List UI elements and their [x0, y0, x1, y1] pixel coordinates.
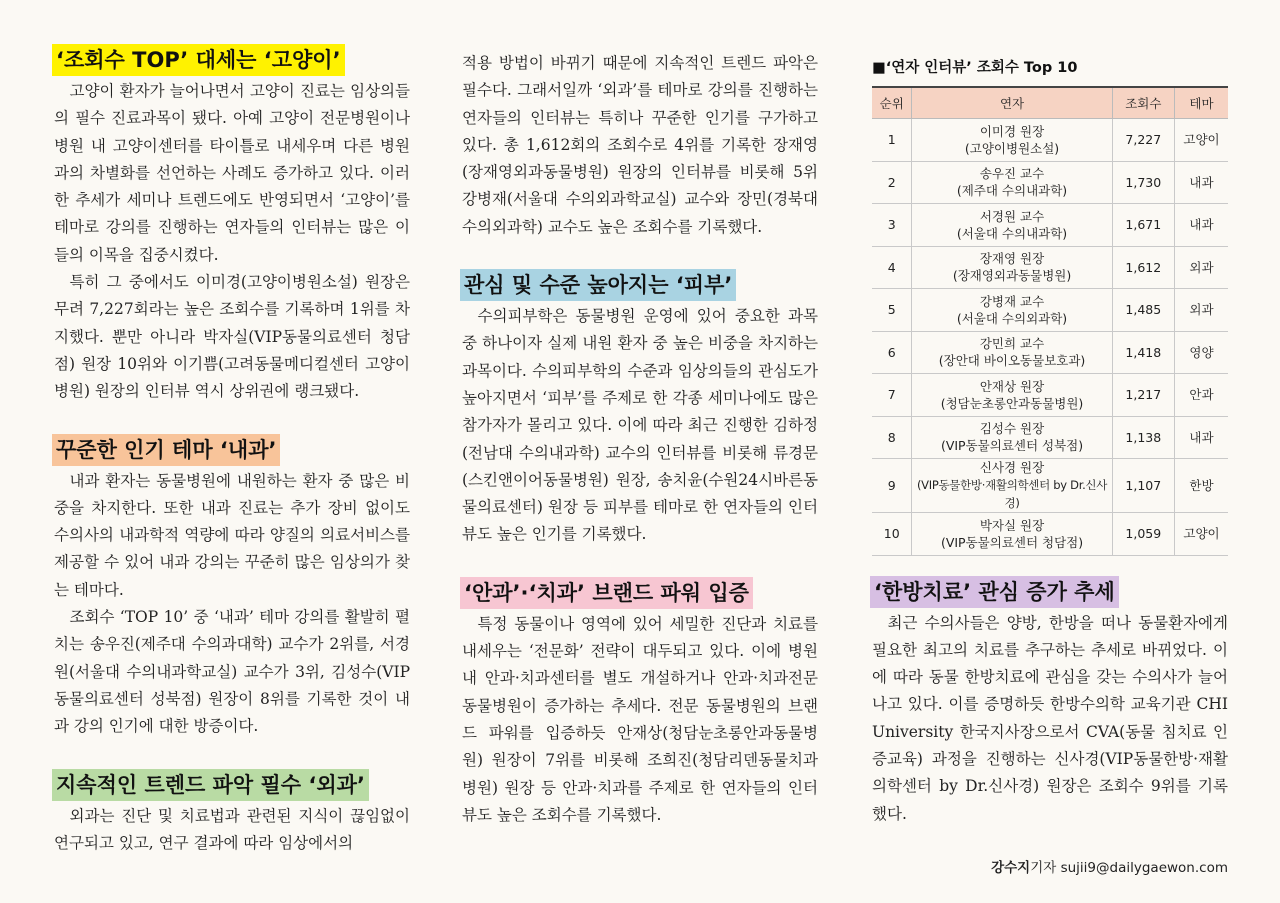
- speaker-cell: [912, 119, 1112, 162]
- theme-cell: 내과: [1175, 204, 1228, 247]
- paragraph: 적용 방법이 바뀌기 때문에 지속적인 트렌드 파악은 필수다. 그래서일까 ‘외과’를 테마로 강의를 진행하는 연자들의 인터뷰는 특히나 꾸준한 인기를 구가하고 있다. 총 1,612회의 조회수로 4위를 기록한 장재영(장재영외과동물병원) 원장의 인터뷰를 비롯해 5위 강병재(서울대 수의외과학교실) 교수와 장민(경북대 수의외과학) 교수도 높은 조회수를 기록했다.: [462, 54, 818, 236]
- speaker-cell: [912, 331, 1112, 374]
- paragraph: 내과 환자는 동물병원에 내원하는 환자 중 많은 비중을 차지한다. 또한 내과 진료는 추가 장비 없이도 수의사의 내과학적 역량에 따라 양질의 의료서비스를 제공할 수 있어 내과 강의는 꾸준히 많은 임상의가 찾는 테마다.: [54, 471, 410, 599]
- speaker-name: 안재상 원장: [979, 378, 1045, 394]
- speaker-org: (제주대 수의내과학): [956, 183, 1068, 199]
- speaker-name: 신사경 원장: [979, 460, 1045, 475]
- table-row: [872, 416, 1228, 459]
- speaker-cell: [912, 289, 1112, 332]
- reporter-email[interactable]: sujii9@dailygaewon.com: [1060, 860, 1228, 876]
- rank-cell: 10: [872, 513, 912, 556]
- section-heading-dermatology: 관심 및 수준 높아지는 ‘피부’: [460, 269, 736, 301]
- table-row: [872, 331, 1228, 374]
- paragraph: 고양이 환자가 늘어나면서 고양이 진료는 임상의들의 필수 진료과목이 됐다. 아예 고양이 전문병원이나 병원 내 고양이센터를 타이틀로 내세우며 다른 병원과의 차별화를 선언하는 사례도 증가하고 있다. 이러한 추세가 세미나 트렌드에도 반영되면서 ‘고양이’를 테마로 강의를 진행하는 연자들의 인터뷰는 많은 이들의 이목을 집중시켰다.: [54, 82, 410, 264]
- table-header-row: [872, 87, 1228, 119]
- table-row: [872, 204, 1228, 247]
- rank-cell: 8: [872, 416, 912, 459]
- table-row: [872, 459, 1228, 513]
- theme-cell: 영양: [1175, 331, 1228, 374]
- section-heading-oriental-medicine: ‘한방치료’ 관심 증가 추세: [870, 576, 1119, 608]
- speaker-org: (청담눈초롱안과동물병원): [940, 395, 1084, 411]
- table-row: [872, 161, 1228, 204]
- table-row: [872, 246, 1228, 289]
- byline: [991, 856, 1228, 876]
- section-heading-internal-medicine: 꾸준한 인기 테마 ‘내과’: [52, 434, 280, 466]
- speaker-org: (서울대 수의외과학): [956, 310, 1068, 326]
- speaker-org: (장재영외과동물병원): [952, 268, 1072, 284]
- speaker-cell: [912, 246, 1112, 289]
- column-header-theme: 테마: [1175, 87, 1228, 119]
- section-heading-cat: ‘조회수 TOP’ 대세는 ‘고양이’: [52, 44, 345, 76]
- column-header-speaker: 연자: [912, 87, 1112, 119]
- article-column-2: [462, 50, 818, 829]
- paragraph: 외과는 진단 및 치료법과 관련된 지식이 끊임없이 연구되고 있고, 연구 결과에 따라 임상에서의: [54, 806, 410, 852]
- theme-cell: 내과: [1175, 161, 1228, 204]
- speaker-name: 김성수 원장: [979, 421, 1045, 437]
- speaker-org: (서울대 수의내과학): [956, 225, 1068, 241]
- speaker-cell: [912, 513, 1112, 556]
- rank-cell: 3: [872, 204, 912, 247]
- rank-cell: 6: [872, 331, 912, 374]
- theme-cell: 외과: [1175, 289, 1228, 332]
- speaker-name: 박자실 원장: [979, 517, 1045, 533]
- reporter-role: 기자: [1030, 860, 1057, 876]
- rank-cell: 1: [872, 119, 912, 162]
- table-row: [872, 374, 1228, 417]
- speaker-org: (VIP동물한방·재활의학센터 by Dr.신사경): [917, 478, 1108, 510]
- theme-cell: 고양이: [1175, 513, 1228, 556]
- speaker-org: (VIP동물의료센터 청담점): [940, 534, 1084, 550]
- speaker-org: (VIP동물의료센터 성북점): [940, 438, 1084, 454]
- article-column-1: [54, 44, 410, 857]
- table-row: [872, 119, 1228, 162]
- speaker-cell: [912, 459, 1112, 513]
- speaker-org: (장안대 바이오동물보호과): [938, 353, 1086, 369]
- paragraph: 최근 수의사들은 양방, 한방을 떠나 동물환자에게 필요한 최고의 치료를 추구하는 추세로 바뀌었다. 이에 따라 동물 한방치료에 관심을 갖는 수의사가 늘어나고 있다. 이를 증명하듯 한방수의학 교육기관 CHI University 한국지사장으로서 CVA(동물 침치료 인증교육) 과정을 진행하는 신사경(VIP동물한방·재활의학센터 by Dr.신사경) 원장은 조회수 9위를 기록했다.: [872, 613, 1228, 823]
- theme-cell: 내과: [1175, 416, 1228, 459]
- speaker-cell: [912, 374, 1112, 417]
- views-cell: 7,227: [1112, 119, 1174, 162]
- speaker-name: 서경원 교수: [979, 208, 1045, 224]
- speaker-cell: [912, 161, 1112, 204]
- paragraph: 특히 그 중에서도 이미경(고양이병원소설) 원장은 무려 7,227회라는 높은 조회수를 기록하며 1위를 차지했다. 뿐만 아니라 박자실(VIP동물의료센터 청담점) 원장 10위와 이기쁨(고려동물메디컬센터 고양이병원) 원장의 인터뷰 역시 상위권에 랭크됐다.: [54, 273, 410, 401]
- rank-cell: 2: [872, 161, 912, 204]
- speaker-name: 송우진 교수: [979, 166, 1045, 182]
- rank-cell: 4: [872, 246, 912, 289]
- speaker-name: 장재영 원장: [979, 251, 1045, 267]
- paragraph: 특정 동물이나 영역에 있어 세밀한 진단과 치료를 내세우는 ‘전문화’ 전략이 대두되고 있다. 이에 병원 내 안과·치과센터를 별도 개설하거나 안과·치과전문동물병원이 증가하는 추세다. 전문 동물병원의 브랜드 파워를 입증하듯 안재상(청담눈초롱안과동물병원) 원장이 7위를 비롯해 조희진(청담리덴동물치과병원) 원장 등 안과·치과를 주제로 한 연자들의 인터뷰도 높은 조회수를 기록했다.: [462, 614, 818, 824]
- speaker-cell: [912, 204, 1112, 247]
- views-cell: 1,671: [1112, 204, 1174, 247]
- views-cell: 1,059: [1112, 513, 1174, 556]
- section-heading-ophthalmology-dentistry: ‘안과’·‘치과’ 브랜드 파워 입증: [460, 577, 753, 609]
- views-cell: 1,107: [1112, 459, 1174, 513]
- column-header-views: 조회수: [1112, 87, 1174, 119]
- column-header-rank: 순위: [872, 87, 912, 119]
- table-row: [872, 289, 1228, 332]
- views-cell: 1,485: [1112, 289, 1174, 332]
- views-cell: 1,418: [1112, 331, 1174, 374]
- speaker-name: 강민희 교수: [979, 336, 1045, 352]
- table-row: [872, 513, 1228, 556]
- table-title: ■‘연자 인터뷰’ 조회수 Top 10: [872, 60, 1078, 76]
- views-cell: 1,730: [1112, 161, 1174, 204]
- theme-cell: 외과: [1175, 246, 1228, 289]
- theme-cell: 안과: [1175, 374, 1228, 417]
- rank-cell: 5: [872, 289, 912, 332]
- paragraph: 수의피부학은 동물병원 운영에 있어 중요한 과목 중 하나이자 실제 내원 환자 중 높은 비중을 차지하는 과목이다. 수의피부학의 수준과 임상의들의 관심도가 높아지면서 ‘피부’를 주제로 한 각종 세미나에도 많은 참가자가 몰리고 있다. 이에 따라 최근 진행한 김하정(전남대 수의내과학) 교수의 인터뷰를 비롯해 류경문(스킨앤이어동물병원) 원장, 송치윤(수원24시바른동물의료센터) 원장 등 피부를 테마로 한 연자들의 인터뷰도 높은 인기를 기록했다.: [462, 307, 818, 544]
- article-column-3: [872, 56, 1228, 828]
- ranking-table: [872, 86, 1228, 556]
- theme-cell: 한방: [1175, 459, 1228, 513]
- speaker-org: (고양이병원소설): [964, 140, 1060, 156]
- section-heading-surgery: 지속적인 트렌드 파악 필수 ‘외과’: [52, 769, 369, 801]
- paragraph: 조회수 ‘TOP 10’ 중 ‘내과’ 테마 강의를 활발히 펼치는 송우진(제주대 수의과대학) 교수가 2위를, 서경원(서울대 수의내과학교실) 교수가 3위, 김성수(VIP동물의료센터 성북점) 원장이 8위를 기록한 것이 내과 강의 인기에 대한 방증이다.: [54, 608, 410, 736]
- rank-cell: 7: [872, 374, 912, 417]
- speaker-cell: [912, 416, 1112, 459]
- views-cell: 1,138: [1112, 416, 1174, 459]
- rank-cell: 9: [872, 459, 912, 513]
- views-cell: 1,217: [1112, 374, 1174, 417]
- views-cell: 1,612: [1112, 246, 1174, 289]
- speaker-name: 이미경 원장: [979, 123, 1045, 139]
- speaker-name: 강병재 교수: [979, 293, 1045, 309]
- reporter-name: 강수지: [991, 860, 1031, 876]
- theme-cell: 고양이: [1175, 119, 1228, 162]
